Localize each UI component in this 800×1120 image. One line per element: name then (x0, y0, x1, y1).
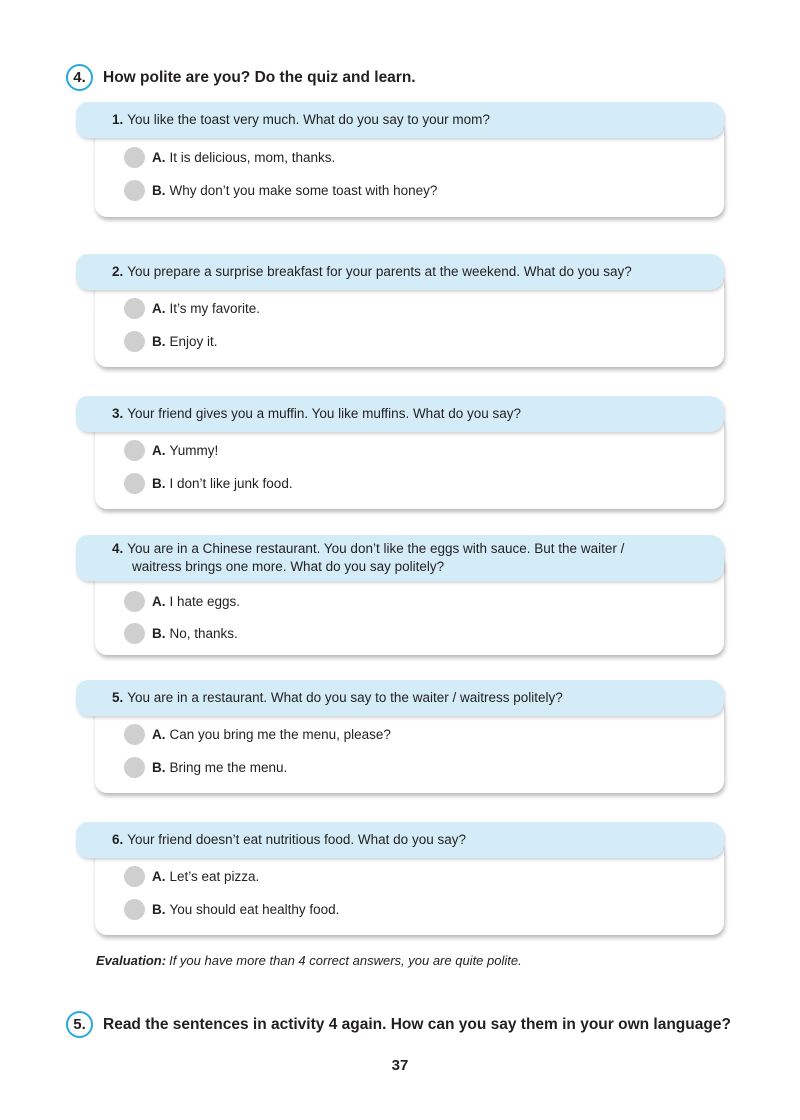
question-bar (76, 396, 724, 432)
answer-option-a[interactable] (124, 591, 240, 612)
answer-option-b[interactable] (124, 757, 287, 778)
option-letter: B. (152, 476, 166, 491)
option-text: Bring me the menu. (169, 760, 288, 775)
answer-option-b[interactable] (124, 331, 218, 352)
radio-circle-icon[interactable] (124, 623, 145, 644)
quiz-question (76, 822, 724, 935)
option-text: It is delicious, mom, thanks. (169, 150, 336, 165)
quiz-question (76, 254, 724, 367)
answer-option-a[interactable] (124, 147, 335, 168)
option-text: You should eat healthy food. (169, 902, 340, 917)
option-text: Let’s eat pizza. (169, 869, 260, 884)
option-letter: A. (152, 301, 166, 316)
answer-option-a[interactable] (124, 440, 218, 461)
option-letter: B. (152, 626, 166, 641)
radio-circle-icon[interactable] (124, 724, 145, 745)
radio-circle-icon[interactable] (124, 180, 145, 201)
option-letter: A. (152, 150, 166, 165)
option-text: It’s my favorite. (169, 301, 261, 316)
question-number: 2. (112, 264, 124, 279)
answer-option-b[interactable] (124, 473, 293, 494)
evaluation-text: If you have more than 4 correct answers, you are quite polite. (169, 953, 522, 968)
activity-number-badge: 5. (66, 1011, 93, 1038)
option-letter: A. (152, 869, 166, 884)
question-bar (76, 254, 724, 290)
radio-circle-icon[interactable] (124, 473, 145, 494)
radio-circle-icon[interactable] (124, 147, 145, 168)
radio-circle-icon[interactable] (124, 591, 145, 612)
quiz-question (76, 535, 724, 655)
activity-4-header (66, 64, 416, 91)
option-letter: B. (152, 334, 166, 349)
question-text: You are in a restaurant. What do you say to the waiter / waitress politely? (127, 690, 563, 705)
question-text: Your friend gives you a muffin. You like muffins. What do you say? (127, 406, 522, 421)
question-text: You are in a Chinese restaurant. You don’t like the eggs with sauce. But the waiter / (127, 541, 625, 556)
question-number: 5. (112, 690, 124, 705)
quiz-question (76, 396, 724, 509)
question-text-continued: waitress brings one more. What do you say politely? (132, 559, 445, 574)
radio-circle-icon[interactable] (124, 440, 145, 461)
option-letter: B. (152, 760, 166, 775)
option-text: Can you bring me the menu, please? (169, 727, 391, 742)
question-bar (76, 680, 724, 716)
question-number: 1. (112, 112, 124, 127)
activity-title: Read the sentences in activity 4 again. How can you say them in your own language? (103, 1015, 731, 1033)
activity-5-header (66, 1011, 731, 1038)
question-bar (76, 822, 724, 858)
answer-option-a[interactable] (124, 298, 260, 319)
radio-circle-icon[interactable] (124, 899, 145, 920)
question-bar (76, 102, 724, 138)
answer-option-b[interactable] (124, 623, 238, 644)
radio-circle-icon[interactable] (124, 866, 145, 887)
activity-title: How polite are you? Do the quiz and learn. (103, 68, 416, 86)
activity-number-badge: 4. (66, 64, 93, 91)
option-text: I don’t like junk food. (169, 476, 293, 491)
option-text: Why don’t you make some toast with honey? (169, 183, 438, 198)
question-number: 6. (112, 832, 124, 847)
option-letter: B. (152, 183, 166, 198)
question-text: You like the toast very much. What do you say to your mom? (127, 112, 490, 127)
option-letter: A. (152, 443, 166, 458)
option-letter: B. (152, 902, 166, 917)
question-bar (76, 535, 724, 581)
question-number: 3. (112, 406, 124, 421)
evaluation-label: Evaluation: (96, 953, 167, 968)
quiz-question (76, 102, 724, 217)
question-text: Your friend doesn’t eat nutritious food. What do you say? (127, 832, 466, 847)
option-text: Enjoy it. (169, 334, 218, 349)
radio-circle-icon[interactable] (124, 298, 145, 319)
question-number: 4. (112, 541, 124, 556)
answer-option-a[interactable] (124, 866, 259, 887)
radio-circle-icon[interactable] (124, 331, 145, 352)
option-text: Yummy! (169, 443, 219, 458)
answer-option-a[interactable] (124, 724, 391, 745)
page-number: 37 (391, 1057, 409, 1074)
quiz-question (76, 680, 724, 793)
question-text: You prepare a surprise breakfast for your parents at the weekend. What do you say? (127, 264, 632, 279)
evaluation-note (96, 953, 522, 968)
option-letter: A. (152, 727, 166, 742)
option-text: I hate eggs. (169, 594, 241, 609)
answer-option-b[interactable] (124, 899, 339, 920)
answer-option-b[interactable] (124, 180, 437, 201)
radio-circle-icon[interactable] (124, 757, 145, 778)
option-text: No, thanks. (169, 626, 238, 641)
option-letter: A. (152, 594, 166, 609)
